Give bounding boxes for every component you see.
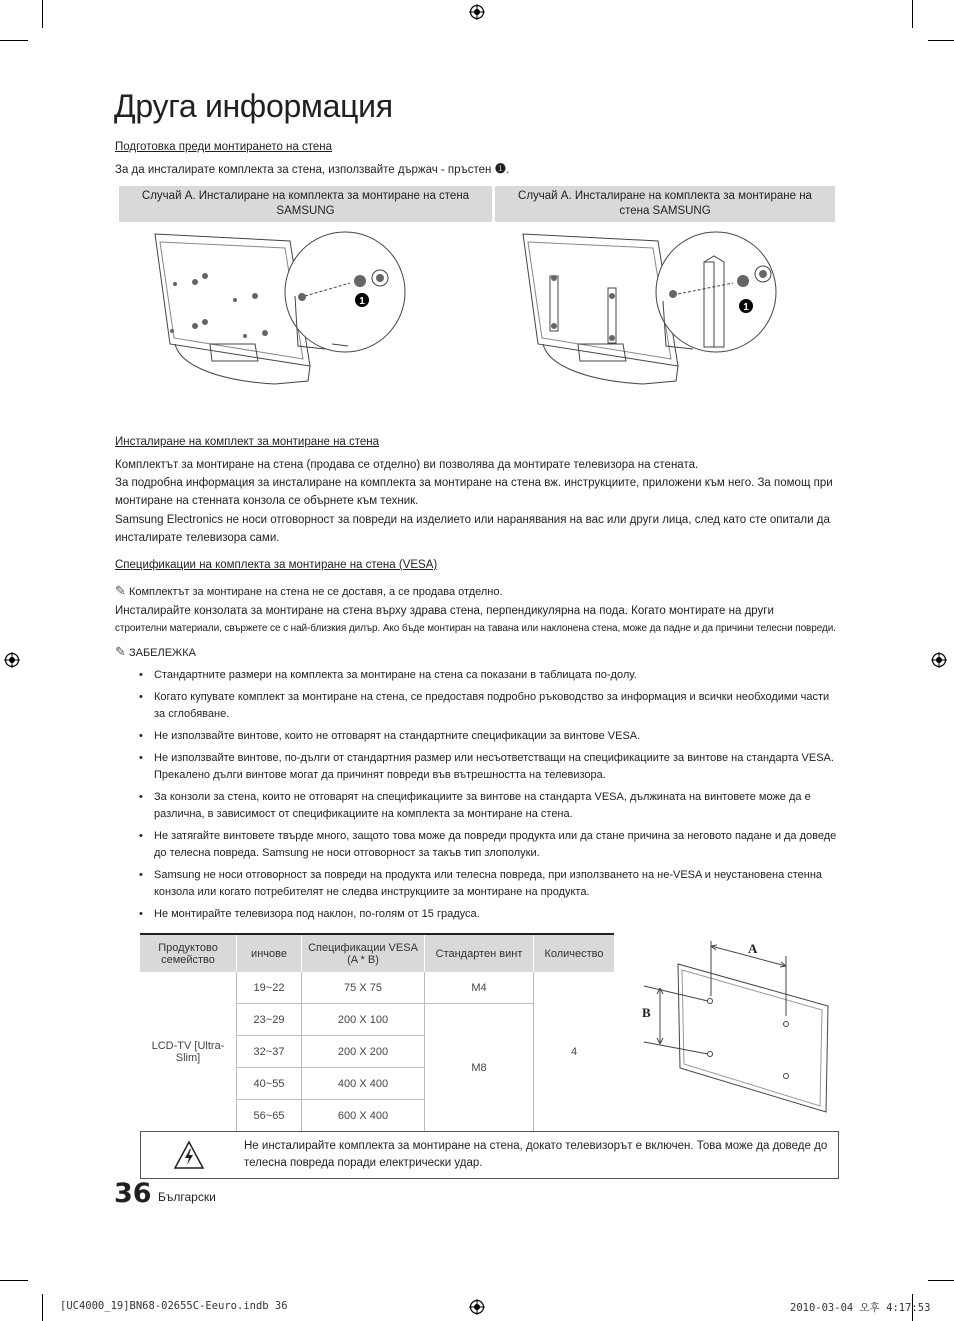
install-paragraph-1: Комплектът за монтиране на стена (продава се отделно) ви позволява да монтирате телевизора на стената.	[115, 459, 699, 471]
vesa-dimension-diagram	[638, 936, 838, 1118]
quantity-cell: 4	[534, 972, 615, 1132]
registration-mark-icon	[931, 652, 947, 668]
case-header-left: Случай А. Инсталиране на комплекта за монтиране на стена SAMSUNG	[119, 186, 492, 222]
registration-mark-icon	[469, 1299, 485, 1315]
vesa-cell: 200 X 200	[302, 1036, 425, 1068]
prep-text: За да инсталирате комплекта за стена, използвайте държач - пръстен ❶.	[115, 161, 510, 176]
vesa-note-1: ✎ Комплектът за монтиране на стена не се доставя, а се продава отделно.	[115, 583, 503, 598]
page-number: 36	[114, 1178, 152, 1209]
section-heading-vesa: Спецификации на комплекта за монтиране на стена (VESA)	[115, 559, 438, 571]
list-item: • Не затягайте винтовете твърде много, защото това може да повреди продукта или да стане причина за неговото падане и да доведе до телесна повреда. Samsung не носи отговорност за такъв тип злополуки.	[139, 828, 839, 862]
footer-date: 2010-03-04 오후 4:17:53	[790, 1302, 931, 1314]
crop-mark	[912, 0, 913, 28]
inch-cell: 19~22	[237, 972, 302, 1004]
table-header: Спецификации VESA (A * B)	[302, 934, 425, 972]
registration-mark-icon	[4, 652, 20, 668]
list-item: • Не монтирайте телевизора под наклон, по-голям от 15 градуса.	[139, 906, 839, 923]
screw-cell: M8	[425, 1004, 534, 1132]
diagram-label-a: A	[748, 941, 758, 956]
table-header: Количество	[534, 934, 615, 972]
inch-cell: 40~55	[237, 1068, 302, 1100]
tv-mount-illustration-left	[150, 226, 415, 391]
warning-box	[140, 1131, 839, 1179]
footer-file-info: [UC4000_19]BN68-02655C-Eeuro.indb 36	[60, 1300, 288, 1312]
page-title: Друга информация	[114, 88, 393, 124]
inch-cell: 23~29	[237, 1004, 302, 1036]
svg-text:1: 1	[743, 302, 749, 313]
tv-mount-illustration-right	[518, 226, 788, 391]
list-item: • Samsung не носи отговорност за повреди на продукта или телесна повреда, при използването на не-VESA и неустановена стенна конзола или когато потребителят не следва инструкциите за монтиране на продукта.	[139, 867, 839, 901]
inch-cell: 32~37	[237, 1036, 302, 1068]
family-cell: LCD-TV [Ultra-Slim]	[140, 972, 237, 1132]
table-header: инчове	[237, 934, 302, 972]
page-language: Български	[158, 1190, 216, 1204]
vesa-spec-table	[140, 933, 614, 1132]
case-header-right: Случай А. Инсталиране на комплекта за монтиране на стена SAMSUNG	[495, 186, 835, 222]
section-heading-preparation: Подготовка преди монтирането на стена	[115, 141, 333, 153]
diagram-label-b: B	[642, 1005, 651, 1020]
list-item: • Не използвайте винтове, които не отговарят на стандартните спецификации за винтове VESA.	[139, 728, 839, 745]
list-item: • Не използвайте винтове, по-дълги от стандартния размер или несъответстващи на спецификациите за винтове на стандарта VESA. Прекалено дълги винтове могат да причинят повреди във вътрешността на телевизора.	[139, 750, 839, 784]
vesa-cell: 600 X 400	[302, 1100, 425, 1132]
high-voltage-icon	[173, 1140, 205, 1170]
table-row	[140, 972, 614, 1004]
note-pencil-icon: ✎	[115, 583, 126, 598]
vesa-paragraph-a: Инсталирайте конзолата за монтиране на стена върху здрава стена, перпендикулярна на пода. Когато монтирате на други	[115, 605, 774, 617]
section-heading-install: Инсталиране на комплект за монтиране на стена	[115, 436, 380, 448]
warning-text: Не инсталирайте комплекта за монтиране на стена, докато телевизорът е включен. Това може да доведе до телесна повреда поради електрически удар.	[244, 1140, 828, 1169]
install-paragraph-3: Samsung Electronics не носи отговорност за повреди на изделието или наранявания на вас или други лица, след като сте опитали да инсталирате телевизора сами.	[115, 514, 830, 544]
registration-mark-icon	[469, 4, 485, 20]
crop-mark	[42, 1294, 43, 1321]
crop-mark	[0, 40, 28, 41]
crop-mark	[0, 1280, 28, 1281]
table-header: Продуктово семейство	[140, 934, 237, 972]
list-item: • Когато купувате комплект за монтиране на стена, се предоставя подробно ръководство за информация и всички необходими части за сглобяване.	[139, 689, 839, 723]
list-item: • Стандартните размери на комплекта за монтиране на стена са показани в таблицата по-долу.	[139, 667, 839, 684]
list-item: • За конзоли за стена, които не отговарят на спецификациите за винтове на стандарта VESA, дължината на винтовете може да е различна, в зависимост от спецификациите на комплекта за монтиране на стена.	[139, 789, 839, 823]
inch-cell: 56~65	[237, 1100, 302, 1132]
vesa-cell: 75 X 75	[302, 972, 425, 1004]
vesa-paragraph-b: строителни материали, свържете се с най-близкия дилър. Ако бъде монтиран на тавана или наклонена стена, може да падне и да причини телесни повреди.	[115, 623, 836, 634]
install-paragraph-2: За подробна информация за инсталиране на комплекта за монтиране на стена вж. инструкциите, приложени към него. За помощ при монтиране на стенната конзола се обърнете към техник.	[115, 477, 833, 507]
crop-mark	[928, 1280, 954, 1281]
vesa-bullet-list	[139, 667, 839, 928]
table-header-row	[140, 934, 614, 972]
vesa-cell: 400 X 400	[302, 1068, 425, 1100]
note-pencil-icon: ✎	[115, 644, 126, 659]
vesa-note-label: ✎ ЗАБЕЛЕЖКА	[115, 644, 196, 659]
screw-cell: M4	[425, 972, 534, 1004]
svg-text:1: 1	[359, 296, 365, 307]
crop-mark	[42, 0, 43, 28]
table-header: Стандартен винт	[425, 934, 534, 972]
crop-mark	[928, 40, 954, 41]
vesa-cell: 200 X 100	[302, 1004, 425, 1036]
